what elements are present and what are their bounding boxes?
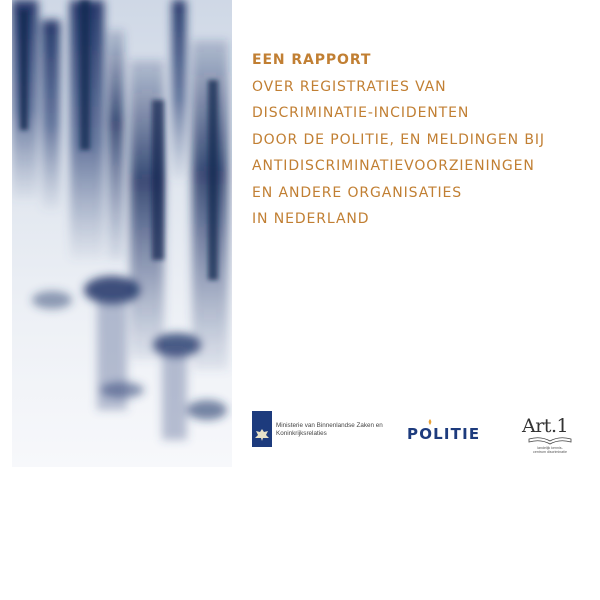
art1-subtitle (524, 446, 576, 455)
politie-logo (407, 424, 487, 448)
cover-photo (12, 0, 232, 467)
title-line: DISCRIMINATIE-INCIDENTEN (252, 105, 470, 121)
title-heading: EEN RAPPORT (252, 52, 372, 68)
ministry-name-line: Ministerie van Binnenlandse Zaken en (276, 422, 383, 429)
book-icon (528, 437, 572, 445)
ministry-crest-icon (252, 411, 272, 447)
report-title (252, 47, 592, 233)
politie-wordmark: POLITIE (407, 425, 481, 443)
title-line: DOOR DE POLITIE, EN MELDINGEN BIJ (252, 131, 545, 148)
ministry-logo (252, 411, 382, 447)
art1-logo (520, 415, 580, 461)
title-line: EN ANDERE ORGANISATIES (252, 184, 463, 201)
title-line: ANTIDISCRIMINATIEVOORZIENINGEN (252, 158, 535, 174)
art1-wordmark: Art.1 (522, 415, 569, 437)
politie-flame-icon (427, 419, 433, 425)
art1-subtitle-line: centrum discriminatie (533, 450, 567, 455)
title-line: OVER REGISTRATIES VAN (252, 78, 447, 95)
title-line: IN NEDERLAND (252, 211, 370, 227)
art1-subtitle-line: landelijk kennis- (537, 446, 563, 450)
ministry-name (276, 422, 386, 438)
ministry-name-line: Koninkrijksrelaties (276, 430, 327, 437)
